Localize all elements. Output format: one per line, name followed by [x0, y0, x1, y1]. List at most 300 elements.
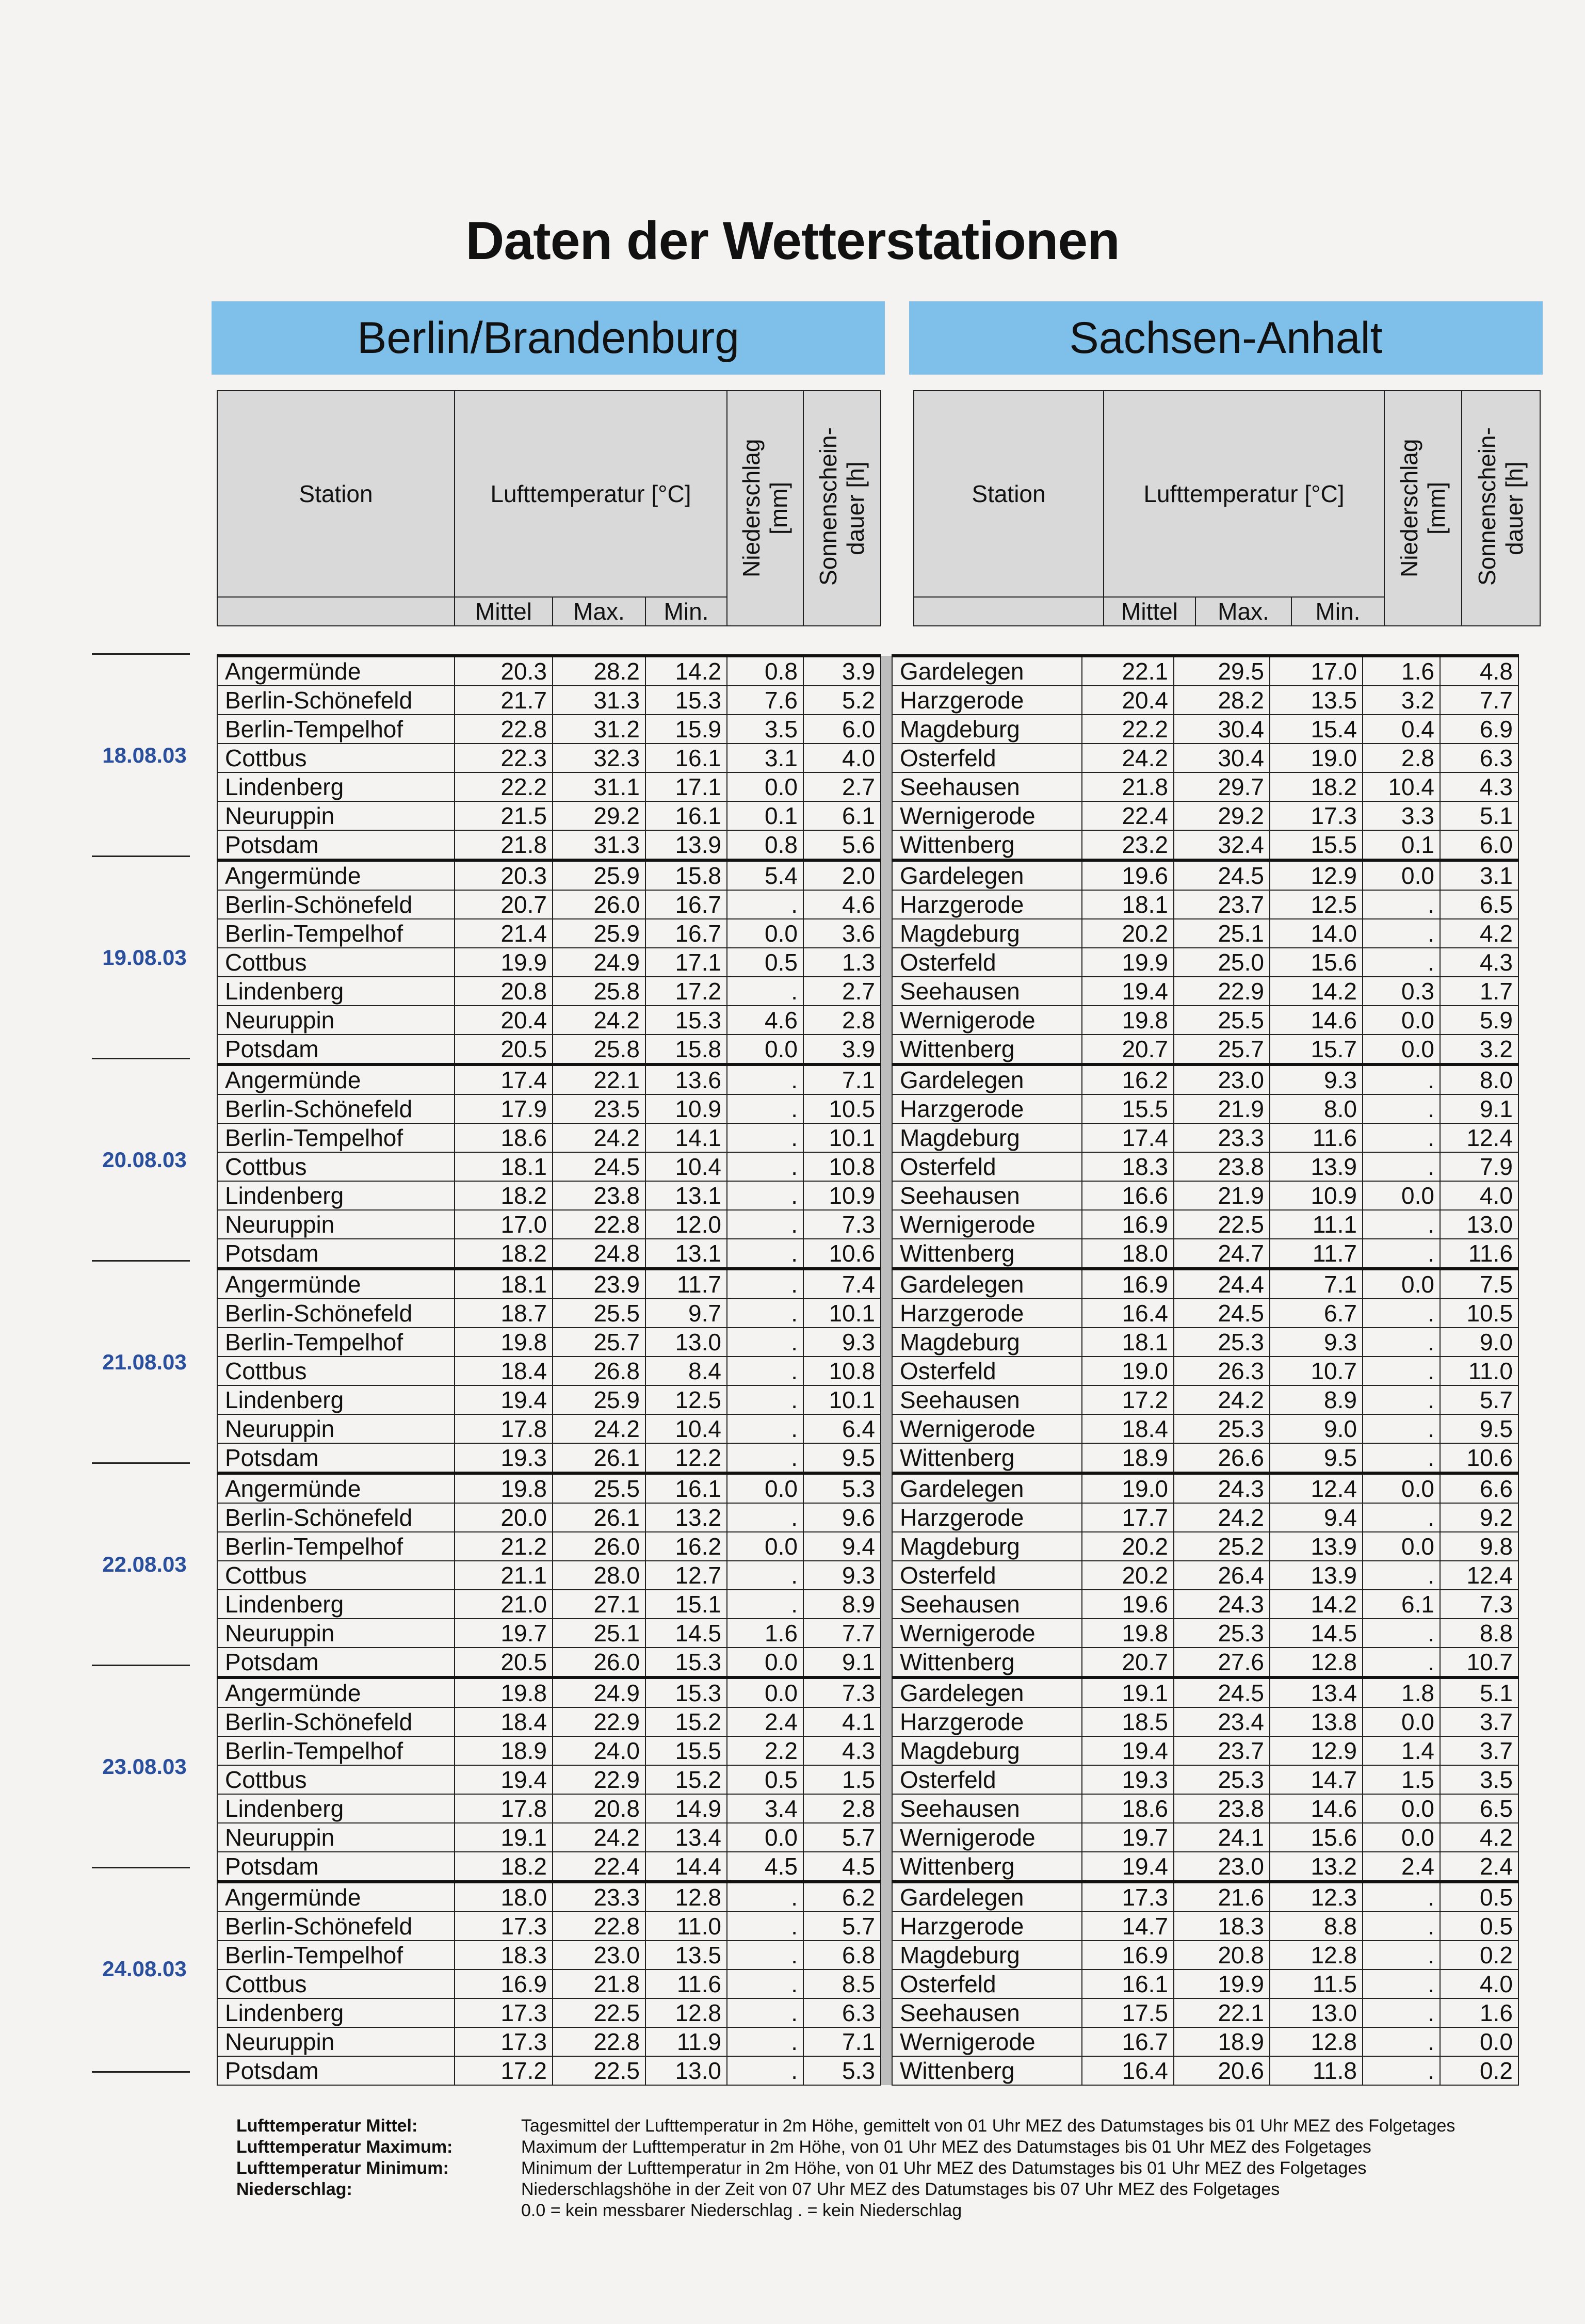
value-cell: . [1363, 1619, 1440, 1648]
value-cell: 1.6 [1440, 1998, 1518, 2027]
table-row [217, 1707, 1518, 1736]
column-divider [881, 1328, 892, 1357]
value-cell: 20.5 [455, 1648, 553, 1677]
table-row [217, 1181, 1518, 1210]
table-row [217, 1882, 1518, 1912]
value-cell: . [727, 1269, 803, 1299]
table-row [217, 1590, 1518, 1619]
value-cell: 4.8 [1440, 656, 1518, 686]
station-name: Angermünde [217, 1677, 455, 1707]
value-cell: 23.4 [1174, 1707, 1270, 1736]
value-cell: 21.8 [553, 1970, 645, 1998]
station-name: Magdeburg [892, 1532, 1082, 1561]
value-cell: 15.3 [645, 1677, 727, 1707]
value-cell: 25.8 [553, 1035, 645, 1064]
value-cell: 8.8 [1270, 1912, 1363, 1941]
value-cell: 1.5 [803, 1765, 881, 1794]
table-row [217, 772, 1518, 801]
station-name: Seehausen [892, 1590, 1082, 1619]
value-cell: 24.5 [1174, 1299, 1270, 1328]
value-cell: 24.2 [553, 1123, 645, 1152]
value-cell: 20.5 [455, 1035, 553, 1064]
station-name: Harzgerode [892, 1707, 1082, 1736]
station-name: Wernigerode [892, 1619, 1082, 1648]
table-row [217, 1210, 1518, 1239]
table-row [217, 1823, 1518, 1852]
value-cell: 19.7 [1082, 1823, 1174, 1852]
value-cell: 9.1 [803, 1648, 881, 1677]
value-cell: 20.8 [553, 1794, 645, 1823]
value-cell: 16.9 [1082, 1269, 1174, 1299]
value-cell: 18.1 [455, 1269, 553, 1299]
value-cell: 13.9 [1270, 1532, 1363, 1561]
column-divider [881, 1385, 892, 1414]
value-cell: 15.6 [1270, 1823, 1363, 1852]
value-cell: 20.2 [1082, 1561, 1174, 1590]
station-name: Gardelegen [892, 1064, 1082, 1094]
value-cell: 15.8 [645, 860, 727, 890]
station-name: Gardelegen [892, 1473, 1082, 1503]
value-cell: 23.5 [553, 1094, 645, 1123]
table-row [217, 1852, 1518, 1882]
value-cell: 6.0 [1440, 830, 1518, 860]
value-cell: 28.2 [553, 656, 645, 686]
day-separator [92, 1462, 190, 1464]
column-divider [881, 715, 892, 744]
station-name: Potsdam [217, 2056, 455, 2085]
value-cell: 12.5 [1270, 890, 1363, 919]
value-cell: 12.8 [1270, 2027, 1363, 2056]
footnote-label: Lufttemperatur Mittel: [236, 2116, 418, 2136]
column-divider [881, 1823, 892, 1852]
value-cell: . [727, 977, 803, 1006]
value-cell: 19.8 [455, 1328, 553, 1357]
value-cell: 11.0 [1440, 1357, 1518, 1385]
value-cell: 25.9 [553, 919, 645, 948]
value-cell: 13.9 [1270, 1152, 1363, 1181]
value-cell: 9.5 [803, 1443, 881, 1473]
value-cell: 5.1 [1440, 801, 1518, 830]
header-left [217, 390, 881, 626]
station-name: Osterfeld [892, 1561, 1082, 1590]
value-cell: 13.5 [645, 1941, 727, 1970]
station-name: Wernigerode [892, 1414, 1082, 1443]
value-cell: 11.7 [1270, 1239, 1363, 1269]
value-cell: 2.7 [803, 772, 881, 801]
value-cell: . [1363, 1561, 1440, 1590]
value-cell: 31.2 [553, 715, 645, 744]
value-cell: 16.7 [645, 890, 727, 919]
value-cell: 9.1 [1440, 1094, 1518, 1123]
value-cell: 29.5 [1174, 656, 1270, 686]
value-cell: 20.7 [455, 890, 553, 919]
value-cell: 18.9 [1174, 2027, 1270, 2056]
column-divider [881, 1794, 892, 1823]
value-cell: 0.5 [1440, 1912, 1518, 1941]
value-cell: 19.0 [1082, 1473, 1174, 1503]
column-divider [881, 1736, 892, 1765]
table-row [217, 1443, 1518, 1473]
value-cell: 13.0 [1270, 1998, 1363, 2027]
value-cell: 26.0 [553, 1648, 645, 1677]
value-cell: 15.3 [645, 1006, 727, 1035]
value-cell: 0.8 [727, 656, 803, 686]
value-cell: 12.8 [1270, 1941, 1363, 1970]
value-cell: 3.1 [1440, 860, 1518, 890]
value-cell: 9.3 [803, 1561, 881, 1590]
value-cell: 17.4 [455, 1064, 553, 1094]
value-cell: 11.6 [1440, 1239, 1518, 1269]
station-name: Cottbus [217, 1357, 455, 1385]
value-cell: 28.2 [1174, 686, 1270, 715]
value-cell: 23.2 [1082, 830, 1174, 860]
value-cell: 6.7 [1270, 1299, 1363, 1328]
value-cell: 26.0 [553, 1532, 645, 1561]
value-cell: 15.3 [645, 1648, 727, 1677]
value-cell: 13.4 [1270, 1677, 1363, 1707]
value-cell: 5.4 [727, 860, 803, 890]
value-cell: 22.1 [553, 1064, 645, 1094]
value-cell: 29.2 [553, 801, 645, 830]
value-cell: 9.2 [1440, 1503, 1518, 1532]
value-cell: 7.7 [1440, 686, 1518, 715]
value-cell: 10.5 [803, 1094, 881, 1123]
value-cell: 18.4 [1082, 1414, 1174, 1443]
value-cell: 4.6 [727, 1006, 803, 1035]
value-cell: 17.8 [455, 1794, 553, 1823]
station-name: Harzgerode [892, 890, 1082, 919]
value-cell: . [1363, 1941, 1440, 1970]
value-cell: 6.5 [1440, 1794, 1518, 1823]
table-row [217, 830, 1518, 860]
column-divider [881, 1269, 892, 1299]
value-cell: 10.6 [803, 1239, 881, 1269]
station-name: Neuruppin [217, 2027, 455, 2056]
value-cell: 7.1 [803, 2027, 881, 2056]
value-cell: 20.3 [455, 860, 553, 890]
value-cell: . [1363, 1970, 1440, 1998]
value-cell: 13.0 [645, 2056, 727, 2085]
value-cell: . [1363, 1210, 1440, 1239]
value-cell: . [1363, 1328, 1440, 1357]
day-separator [92, 2071, 190, 2073]
station-name: Neuruppin [217, 1823, 455, 1852]
station-name: Neuruppin [217, 801, 455, 830]
value-cell: 0.0 [1363, 1035, 1440, 1064]
value-cell: 23.0 [1174, 1852, 1270, 1882]
value-cell: 18.3 [1082, 1152, 1174, 1181]
value-cell: 10.1 [803, 1385, 881, 1414]
station-name: Berlin-Tempelhof [217, 1941, 455, 1970]
station-name: Cottbus [217, 948, 455, 977]
footnote-text: 0.0 = kein messbarer Niederschlag . = kein Niederschlag [521, 2201, 962, 2220]
table-row [217, 1970, 1518, 1998]
value-cell: 13.9 [1270, 1561, 1363, 1590]
value-cell: 2.4 [1440, 1852, 1518, 1882]
station-name: Potsdam [217, 1443, 455, 1473]
header-precipitation: Niederschlag [mm] [738, 439, 792, 578]
table-row [217, 2056, 1518, 2085]
column-divider [881, 1998, 892, 2027]
value-cell: 16.4 [1082, 2056, 1174, 2085]
value-cell: 18.9 [1082, 1443, 1174, 1473]
column-divider [881, 2027, 892, 2056]
column-divider [881, 919, 892, 948]
value-cell: 18.1 [1082, 890, 1174, 919]
value-cell: 5.3 [803, 2056, 881, 2085]
header-temperature: Lufttemperatur [°C] [1104, 391, 1384, 597]
value-cell: 12.9 [1270, 860, 1363, 890]
column-divider [881, 1210, 892, 1239]
station-name: Wittenberg [892, 1239, 1082, 1269]
value-cell: 22.5 [553, 2056, 645, 2085]
column-divider [881, 830, 892, 860]
column-divider [881, 1181, 892, 1210]
footnote-text: Tagesmittel der Lufttemperatur in 2m Höhe, gemittelt von 01 Uhr MEZ des Datumstages bis 01 Uhr MEZ des Folgetages [521, 2116, 1455, 2136]
column-divider [881, 1882, 892, 1912]
station-name: Cottbus [217, 1765, 455, 1794]
value-cell: 17.3 [455, 1912, 553, 1941]
station-name: Osterfeld [892, 1970, 1082, 1998]
table-row [217, 1619, 1518, 1648]
station-name: Harzgerode [892, 1912, 1082, 1941]
value-cell: 6.3 [1440, 744, 1518, 772]
value-cell: 0.0 [1363, 1707, 1440, 1736]
value-cell: 22.2 [455, 772, 553, 801]
table-row [217, 1473, 1518, 1503]
column-divider [881, 977, 892, 1006]
station-name: Neuruppin [217, 1006, 455, 1035]
value-cell: 7.9 [1440, 1152, 1518, 1181]
value-cell: 19.9 [1082, 948, 1174, 977]
value-cell: 6.0 [803, 715, 881, 744]
station-name: Harzgerode [892, 1094, 1082, 1123]
value-cell: 18.6 [455, 1123, 553, 1152]
value-cell: . [1363, 1882, 1440, 1912]
value-cell: 13.0 [1440, 1210, 1518, 1239]
value-cell: 13.4 [645, 1823, 727, 1852]
value-cell: 10.9 [803, 1181, 881, 1210]
day-separator [92, 1058, 190, 1059]
value-cell: 0.0 [1363, 1823, 1440, 1852]
value-cell: 19.8 [455, 1473, 553, 1503]
value-cell: 3.1 [727, 744, 803, 772]
table-row [217, 1677, 1518, 1707]
header-min: Min. [1291, 597, 1384, 626]
value-cell: 15.8 [645, 1035, 727, 1064]
column-divider [881, 1503, 892, 1532]
value-cell: 25.8 [553, 977, 645, 1006]
value-cell: 23.8 [1174, 1794, 1270, 1823]
value-cell: 0.1 [727, 801, 803, 830]
value-cell: . [727, 2027, 803, 2056]
value-cell: 5.7 [803, 1912, 881, 1941]
value-cell: 23.3 [1174, 1123, 1270, 1152]
value-cell: 4.6 [803, 890, 881, 919]
value-cell: 22.4 [553, 1852, 645, 1882]
value-cell: 26.6 [1174, 1443, 1270, 1473]
station-name: Osterfeld [892, 744, 1082, 772]
column-divider [881, 1239, 892, 1269]
value-cell: 19.4 [455, 1765, 553, 1794]
header-sunshine: Sonnenschein-dauer [h] [1474, 427, 1528, 586]
column-divider [881, 2056, 892, 2085]
value-cell: 18.1 [455, 1152, 553, 1181]
value-cell: 19.8 [455, 1677, 553, 1707]
value-cell: 13.2 [1270, 1852, 1363, 1882]
value-cell: 25.2 [1174, 1532, 1270, 1561]
value-cell: 18.6 [1082, 1794, 1174, 1823]
value-cell: 7.7 [803, 1619, 881, 1648]
value-cell: 15.2 [645, 1765, 727, 1794]
value-cell: 27.1 [553, 1590, 645, 1619]
value-cell: . [727, 1239, 803, 1269]
value-cell: . [727, 1064, 803, 1094]
value-cell: 18.0 [455, 1882, 553, 1912]
value-cell: 11.6 [1270, 1123, 1363, 1152]
value-cell: 26.1 [553, 1443, 645, 1473]
value-cell: 20.8 [455, 977, 553, 1006]
value-cell: 22.8 [455, 715, 553, 744]
value-cell: 9.3 [1270, 1328, 1363, 1357]
value-cell: 9.5 [1270, 1443, 1363, 1473]
value-cell: 24.3 [1174, 1473, 1270, 1503]
station-name: Berlin-Schönefeld [217, 1503, 455, 1532]
value-cell: 12.3 [1270, 1882, 1363, 1912]
value-cell: 25.5 [1174, 1006, 1270, 1035]
value-cell: 3.7 [1440, 1707, 1518, 1736]
value-cell: 21.8 [1082, 772, 1174, 801]
day-separator [92, 653, 190, 655]
column-divider [881, 1357, 892, 1385]
station-name: Wernigerode [892, 1823, 1082, 1852]
station-name: Berlin-Schönefeld [217, 1707, 455, 1736]
value-cell: . [1363, 1152, 1440, 1181]
value-cell: 22.2 [1082, 715, 1174, 744]
table-row [217, 1269, 1518, 1299]
value-cell: 18.2 [455, 1852, 553, 1882]
value-cell: 0.0 [1363, 1181, 1440, 1210]
table-row [217, 1503, 1518, 1532]
value-cell: 16.7 [1082, 2027, 1174, 2056]
value-cell: 17.0 [1270, 656, 1363, 686]
footnote-label: Lufttemperatur Minimum: [236, 2158, 449, 2178]
value-cell: 10.4 [1363, 772, 1440, 801]
value-cell: 12.8 [1270, 1648, 1363, 1677]
value-cell: 9.3 [1270, 1064, 1363, 1094]
value-cell: 6.1 [1363, 1590, 1440, 1619]
value-cell: . [1363, 1443, 1440, 1473]
station-name: Magdeburg [892, 919, 1082, 948]
value-cell: 19.4 [455, 1385, 553, 1414]
value-cell: 7.5 [1440, 1269, 1518, 1299]
table-row [217, 1035, 1518, 1064]
value-cell: 5.6 [803, 830, 881, 860]
station-name: Wittenberg [892, 1035, 1082, 1064]
value-cell: 5.9 [1440, 1006, 1518, 1035]
station-name: Magdeburg [892, 1941, 1082, 1970]
station-name: Berlin-Schönefeld [217, 1094, 455, 1123]
column-divider [881, 1648, 892, 1677]
value-cell: 6.4 [803, 1414, 881, 1443]
station-name: Angermünde [217, 1064, 455, 1094]
value-cell: 18.9 [455, 1736, 553, 1765]
value-cell: 2.8 [803, 1794, 881, 1823]
value-cell: 16.9 [1082, 1941, 1174, 1970]
value-cell: 3.2 [1440, 1035, 1518, 1064]
header-right [913, 390, 1541, 626]
value-cell: 16.1 [645, 744, 727, 772]
value-cell: 21.8 [455, 830, 553, 860]
value-cell: 4.5 [727, 1852, 803, 1882]
table-row [217, 977, 1518, 1006]
table-row [217, 919, 1518, 948]
value-cell: 24.3 [1174, 1590, 1270, 1619]
value-cell: 0.0 [727, 1532, 803, 1561]
value-cell: . [727, 1912, 803, 1941]
value-cell: 19.1 [1082, 1677, 1174, 1707]
station-name: Potsdam [217, 1239, 455, 1269]
column-divider [881, 1035, 892, 1064]
value-cell: 12.4 [1440, 1561, 1518, 1590]
value-cell: 16.9 [1082, 1210, 1174, 1239]
value-cell: 25.3 [1174, 1619, 1270, 1648]
station-name: Wittenberg [892, 1648, 1082, 1677]
station-name: Cottbus [217, 1561, 455, 1590]
value-cell: 21.9 [1174, 1181, 1270, 1210]
value-cell: 16.9 [455, 1970, 553, 1998]
value-cell: 0.8 [727, 830, 803, 860]
value-cell: 8.4 [645, 1357, 727, 1385]
value-cell: 17.1 [645, 772, 727, 801]
value-cell: . [727, 1328, 803, 1357]
day-date-label: 24.08.03 [102, 1957, 187, 1981]
station-name: Angermünde [217, 1473, 455, 1503]
column-divider [881, 1473, 892, 1503]
value-cell: 0.2 [1440, 2056, 1518, 2085]
column-divider [881, 1677, 892, 1707]
day-separator [92, 1260, 190, 1262]
value-cell: 7.6 [727, 686, 803, 715]
value-cell: 3.2 [1363, 686, 1440, 715]
value-cell: 13.1 [645, 1181, 727, 1210]
value-cell: 10.1 [803, 1123, 881, 1152]
station-name: Potsdam [217, 1852, 455, 1882]
value-cell: 19.0 [1270, 744, 1363, 772]
column-divider [881, 860, 892, 890]
value-cell: 23.3 [553, 1882, 645, 1912]
value-cell: 0.3 [1363, 977, 1440, 1006]
value-cell: 25.1 [553, 1619, 645, 1648]
station-name: Gardelegen [892, 1677, 1082, 1707]
station-name: Potsdam [217, 1035, 455, 1064]
value-cell: . [727, 1210, 803, 1239]
value-cell: 6.8 [803, 1941, 881, 1970]
value-cell: . [727, 890, 803, 919]
value-cell: 14.5 [645, 1619, 727, 1648]
station-name: Gardelegen [892, 1882, 1082, 1912]
value-cell: 8.0 [1440, 1064, 1518, 1094]
station-name: Angermünde [217, 1882, 455, 1912]
station-name: Cottbus [217, 744, 455, 772]
value-cell: 9.0 [1440, 1328, 1518, 1357]
value-cell: 25.1 [1174, 919, 1270, 948]
value-cell: 8.0 [1270, 1094, 1363, 1123]
value-cell: 24.2 [553, 1414, 645, 1443]
day-date-label: 19.08.03 [102, 945, 187, 970]
table-row [217, 890, 1518, 919]
station-name: Gardelegen [892, 1269, 1082, 1299]
